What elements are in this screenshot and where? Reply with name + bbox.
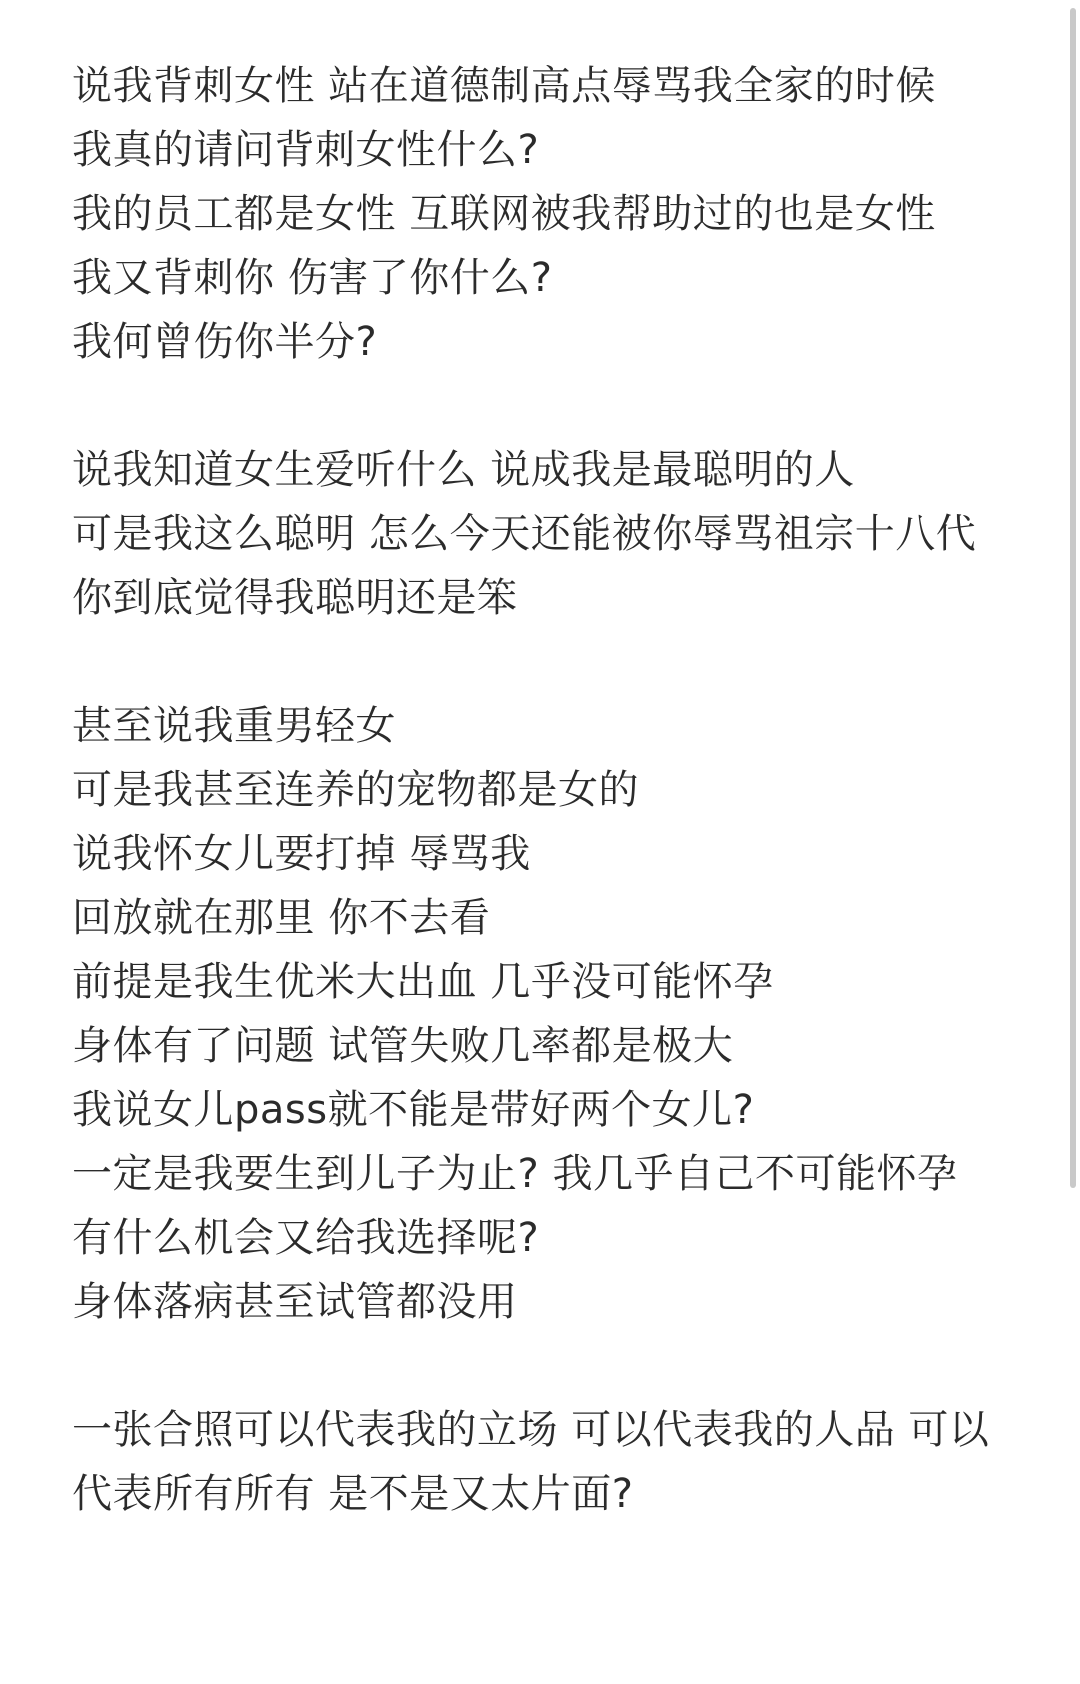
text-line: 代表所有所有 是不是又太片面? [72, 1471, 634, 1517]
text-line: 可是我甚至连养的宠物都是女的 [72, 767, 639, 813]
scrollbar[interactable] [1066, 0, 1080, 1684]
text-line: 说我知道女生爱听什么 说成我是最聪明的人 [72, 447, 855, 493]
text-line: 你到底觉得我聪明还是笨 [72, 575, 518, 621]
text-line: 说我怀女儿要打掉 辱骂我 [72, 831, 531, 877]
text-line: 我说女儿pass就不能是带好两个女儿? [72, 1087, 755, 1133]
scrollbar-thumb[interactable] [1070, 8, 1076, 1188]
text-line: 身体有了问题 试管失败几率都是极大 [72, 1023, 734, 1069]
paragraph-1 [72, 54, 1032, 374]
text-line: 我又背刺你 伤害了你什么? [72, 255, 553, 301]
note-body [72, 54, 1032, 1526]
text-line: 甚至说我重男轻女 [72, 703, 396, 749]
paragraph-gap [72, 1334, 1032, 1398]
text-line: 说我背刺女性 站在道德制高点辱骂我全家的时候 [72, 63, 936, 109]
text-line: 一定是我要生到儿子为止? 我几乎自己不可能怀孕 [72, 1151, 958, 1197]
paragraph-2 [72, 438, 1032, 630]
text-line: 前提是我生优米大出血 几乎没可能怀孕 [72, 959, 774, 1005]
text-line: 一张合照可以代表我的立场 可以代表我的人品 可以 [72, 1407, 990, 1453]
paragraph-3 [72, 694, 1032, 1334]
text-line: 有什么机会又给我选择呢? [72, 1215, 540, 1261]
text-line: 我真的请问背刺女性什么? [72, 127, 540, 173]
text-line: 身体落病甚至试管都没用 [72, 1279, 518, 1325]
paragraph-gap [72, 374, 1032, 438]
text-line: 我的员工都是女性 互联网被我帮助过的也是女性 [72, 191, 936, 237]
paragraph-gap [72, 630, 1032, 694]
text-line: 可是我这么聪明 怎么今天还能被你辱骂祖宗十八代 [72, 511, 977, 557]
paragraph-4 [72, 1398, 1032, 1526]
text-line: 回放就在那里 你不去看 [72, 895, 491, 941]
text-line: 我何曾伤你半分? [72, 319, 378, 365]
